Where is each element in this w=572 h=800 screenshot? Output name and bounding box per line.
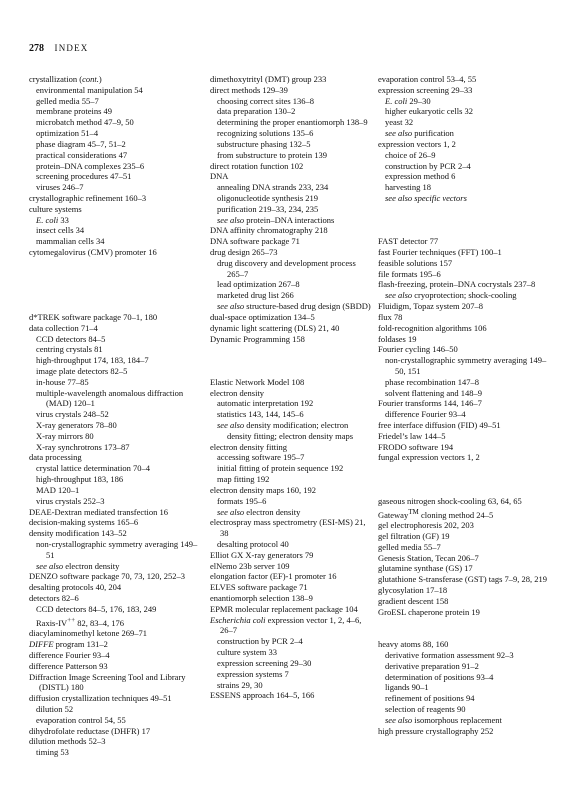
index-subentry: non-crystallographic symmetry averaging 149–51: [36, 538, 198, 560]
index-subentry: timing 53: [36, 747, 69, 758]
index-subentry: virus crystals 248–52: [36, 409, 109, 420]
index-entry: FRODO software 194: [378, 441, 454, 452]
index-entry: expression screening 29–33: [378, 84, 473, 95]
index-entry: DENZO software package 70, 73, 120, 252–3: [29, 571, 186, 582]
section-gap: [378, 485, 548, 496]
index-entry: direct methods 129–39: [210, 84, 288, 95]
index-entry: feasible solutions 157: [378, 257, 453, 268]
index-subentry: see also electron density: [36, 560, 120, 571]
index-entry: direct rotation function 102: [210, 160, 304, 171]
index-subentry: determining the proper enantiomorph 138–9: [217, 117, 368, 128]
index-entry: fungal expression vectors 1, 2: [378, 452, 480, 463]
index-subentry: evaporation control 54, 55: [36, 714, 126, 725]
index-subentry: X-ray generators 78–80: [36, 420, 117, 430]
index-entry: detectors 82–6: [29, 593, 79, 603]
index-subentry: data preparation 130–2: [217, 106, 296, 117]
section-gap: [378, 474, 548, 485]
index-entry: ESSENS approach 164–5, 166: [210, 690, 315, 701]
index-entry: decision-making systems 165–6: [29, 517, 139, 528]
index-entry: ELVES software package 71: [210, 582, 308, 593]
index-entry: DIFFE program 131–2: [29, 639, 108, 650]
index-entry: fold-recognition algorithms 106: [378, 322, 487, 333]
index-subentry: optimization 51–4: [36, 128, 99, 139]
section-gap: [29, 269, 204, 280]
index-entry: data processing: [29, 452, 82, 463]
index-subentry: determination of positions 93–4: [385, 671, 494, 682]
index-entry: glutamine synthase (GS) 17: [378, 563, 473, 574]
index-entry: cytomegalovirus (CMV) promoter 16: [29, 247, 157, 257]
running-title: INDEX: [54, 43, 89, 53]
index-entry: Elastic Network Model 108: [210, 376, 305, 387]
index-entry: fast Fourier techniques (FFT) 100–1: [378, 247, 502, 257]
index-entry: gelled media 55–7: [378, 541, 441, 552]
index-entry: gel electrophoresis 202, 203: [378, 520, 474, 531]
index-entry: evaporation control 53–4, 55: [378, 74, 477, 84]
section-gap: [29, 290, 204, 301]
index-entry: DEAE-Dextran mediated transfection 16: [29, 506, 169, 517]
index-subentry: construction by PCR 2–4: [217, 636, 303, 647]
index-subentry: membrane proteins 49: [36, 106, 113, 117]
index-entry: crystallization (cont.): [29, 74, 102, 84]
index-subentry: lead optimization 267–8: [217, 279, 300, 290]
section-gap: [378, 215, 548, 226]
index-entry: diffusion crystallization techniques 49–51: [29, 693, 172, 704]
index-subentry: practical considerations 47: [36, 149, 128, 160]
index-column-2: [210, 74, 373, 701]
index-subentry: purification 219–33, 234, 235: [217, 203, 319, 214]
index-subentry: see also cryoprotection; shock-cooling: [385, 290, 517, 301]
index-subentry: mammalian cells 34: [36, 236, 105, 247]
index-entry: data collection 71–4: [29, 322, 98, 333]
section-gap: [378, 204, 548, 215]
index-entry: glycosylation 17–18: [378, 585, 448, 596]
index-subentry: see also specific vectors: [385, 192, 467, 203]
section-gap: [210, 355, 373, 366]
index-subentry: phase recombination 147–8: [385, 376, 479, 387]
index-entry: DNA software package 71: [210, 236, 300, 247]
index-entry: glutathione S-transferase (GST) tags 7–9, 28, 219: [378, 574, 548, 585]
index-subentry: MAD 120–1: [36, 484, 80, 495]
index-subentry: see also isomorphous replacement: [385, 714, 502, 725]
section-gap: [210, 366, 373, 377]
index-subentry: selection of reagents 90: [385, 703, 466, 714]
index-subentry: dilution 52: [36, 703, 74, 714]
index-entry: EPMR molecular replacement package 104: [210, 603, 358, 614]
index-subentry: microbatch method 47–9, 50: [36, 117, 134, 128]
index-entry: electrospray mass spectrometry (ESI-MS) 21, 38: [210, 517, 366, 539]
index-entry: Friedel’s law 144–5: [378, 430, 446, 441]
index-subentry: phase diagram 45–7, 51–2: [36, 138, 126, 149]
index-subentry: expression screening 29–30: [217, 657, 312, 668]
index-subentry: recognizing solutions 135–6: [217, 128, 314, 139]
index-entry: elNemo 23b server 109: [210, 560, 290, 571]
index-entry: gel filtration (GF) 19: [378, 530, 450, 541]
index-subentry: see also density modification; electron density fitting; electron density maps: [217, 420, 354, 441]
index-entry: Fourier cycling 146–50: [378, 344, 458, 355]
index-entry: foldases 19: [378, 333, 417, 344]
index-entry: dihydrofolate reductase (DHFR) 17: [29, 725, 151, 736]
index-entry: gradient descent 158: [378, 595, 449, 606]
index-subentry: insect cells 34: [36, 225, 85, 236]
index-entry: d*TREK software package 70–1, 180: [29, 311, 158, 322]
index-subentry: refinement of positions 94: [385, 693, 475, 704]
index-subentry: CCD detectors 84–5, 176, 183, 249: [36, 603, 157, 614]
section-gap: [29, 279, 204, 290]
index-subentry: virus crystals 252–3: [36, 495, 105, 506]
section-gap: [378, 225, 548, 236]
index-subentry: see also purification: [385, 128, 454, 139]
index-entry: difference Patterson 93: [29, 660, 108, 671]
index-subentry: statistics 143, 144, 145–6: [217, 409, 304, 420]
index-entry: Escherichia coli expression vector 1, 2, 4–6, 26–7: [210, 614, 362, 636]
index-subentry: viruses 246–7: [36, 182, 84, 193]
index-entry: elongation factor (EF)-1 promoter 16: [210, 571, 337, 582]
index-subentry: high-throughput 174, 183, 184–7: [36, 355, 149, 366]
index-entry: DNA: [210, 171, 229, 182]
index-subentry: screening procedures 47–51: [36, 171, 132, 182]
index-subentry: X-ray synchrotrons 173–87: [36, 441, 130, 452]
index-entry: file formats 195–6: [378, 268, 441, 279]
index-subentry: high-throughput 183, 186: [36, 474, 124, 485]
index-subentry: from substructure to protein 139: [217, 149, 328, 160]
index-subentry: initial fitting of protein sequence 192: [217, 463, 344, 474]
index-subentry: formats 195–6: [217, 495, 267, 506]
index-entry: crystallographic refinement 160–3: [29, 192, 147, 203]
index-column-1: [29, 74, 204, 758]
running-header: [29, 41, 89, 55]
index-subentry: gelled media 55–7: [36, 95, 99, 106]
index-entry: electron density maps 160, 192: [210, 484, 316, 495]
index-subentry: higher eukaryotic cells 32: [385, 106, 474, 117]
index-subentry: choice of 26–9: [385, 149, 436, 160]
index-subentry: environmental manipulation 54: [36, 84, 143, 95]
index-subentry: in-house 77–85: [36, 376, 89, 387]
index-entry: Fourier transforms 144, 146–7: [378, 398, 482, 409]
index-subentry: CCD detectors 84–5: [36, 333, 106, 344]
index-entry: electron density fitting: [210, 441, 287, 452]
index-subentry: marketed drug list 266: [217, 290, 294, 301]
index-subentry: derivative preparation 91–2: [385, 660, 479, 671]
index-subentry: accessing software 195–7: [217, 452, 305, 463]
index-subentry: desalting protocol 40: [217, 538, 289, 549]
index-subentry: centring crystals 81: [36, 344, 103, 355]
index-entry: culture systems: [29, 203, 82, 214]
section-gap: [29, 258, 204, 269]
index-entry: GroESL chaperone protein 19: [378, 606, 480, 617]
index-entry: flux 78: [378, 311, 403, 322]
index-entry: electron density: [210, 387, 265, 398]
index-subentry: drug discovery and development process 265–7: [217, 257, 356, 279]
index-subentry: see also electron density: [217, 506, 301, 517]
section-gap: [378, 628, 548, 639]
index-entry: dynamic light scattering (DLS) 21, 40: [210, 322, 340, 333]
index-subentry: expression systems 7: [217, 668, 289, 679]
index-subentry: multiple-wavelength anomalous diffraction (MAD) 120–1: [36, 387, 184, 409]
index-entry: diacylaminomethyl ketone 269–71: [29, 628, 148, 639]
index-subentry: map fitting 192: [217, 474, 270, 485]
index-entry: DNA affinity chromatography 218: [210, 225, 328, 236]
index-entry: Diffraction Image Screening Tool and Library (DISTL) 180: [29, 671, 186, 693]
index-subentry: choosing correct sites 136–8: [217, 95, 315, 106]
index-subentry: see also structure-based drug design (SBDD): [217, 301, 371, 312]
index-entry: expression vectors 1, 2: [378, 138, 456, 149]
index-subentry: yeast 32: [385, 117, 414, 128]
index-entry: Fluidigm, Topaz system 207–8: [378, 301, 484, 312]
index-entry: gaseous nitrogen shock-cooling 63, 64, 65: [378, 495, 522, 506]
index-subentry: solvent flattening and 148–9: [385, 387, 483, 398]
index-entry: desalting protocols 40, 204: [29, 582, 122, 593]
index-subentry: E. coli 29–30: [385, 95, 431, 106]
index-entry: difference Fourier 93–4: [29, 649, 110, 660]
index-column-3: [378, 74, 548, 736]
index-entry: high pressure crystallography 252: [378, 725, 494, 736]
index-subentry: crystal lattice determination 70–4: [36, 463, 151, 474]
index-entry: free interface diffusion (FID) 49–51: [378, 420, 501, 430]
page-number: 278: [29, 43, 44, 54]
index-subentry: expression method 6: [385, 171, 456, 182]
index-entry: Elliot GX X-ray generators 79: [210, 549, 314, 560]
index-subentry: derivative formation assessment 92–3: [385, 649, 514, 660]
index-subentry: annealing DNA strands 233, 234: [217, 182, 329, 193]
index-entry: dimethoxytrityl (DMT) group 233: [210, 74, 327, 84]
index-entry: dilution methods 52–3: [29, 736, 106, 747]
index-entry: heavy atoms 88, 160: [378, 639, 449, 650]
index-entry: Dynamic Programming 158: [210, 333, 305, 344]
index-subentry: image plate detectors 82–5: [36, 365, 128, 376]
index-subentry: E. coli 33: [36, 214, 69, 225]
index-subentry: oligonucleotide synthesis 219: [217, 192, 319, 203]
index-entry: enantiomorph selection 138–9: [210, 593, 313, 603]
index-entry: dual-space optimization 134–5: [210, 311, 315, 322]
index-entry: Genesis Station, Tecan 206–7: [378, 552, 479, 563]
section-gap: [29, 301, 204, 312]
section-gap: [210, 344, 373, 355]
index-entry: flash-freezing, protein–DNA cocrystals 237–8: [378, 279, 536, 290]
index-entry: Gateway™ cloning method 24–5: [378, 507, 494, 520]
section-gap: [378, 617, 548, 628]
index-subentry: substructure phasing 132–5: [217, 138, 311, 149]
index-subentry: strains 29, 30: [217, 679, 263, 690]
index-subentry: X-ray mirrors 80: [36, 430, 94, 441]
index-subentry: automatic interpretation 192: [217, 398, 314, 409]
index-subentry: culture system 33: [217, 647, 277, 658]
index-entry: density modification 143–52: [29, 528, 127, 539]
index-entry: FAST detector 77: [378, 236, 439, 247]
section-gap: [378, 463, 548, 474]
index-subentry: difference Fourier 93–4: [385, 409, 466, 420]
index-subentry: non-crystallographic symmetry averaging 149–50, 151: [385, 355, 547, 376]
index-subentry: protein–DNA complexes 235–6: [36, 160, 145, 171]
index-subentry: ligands 90–1: [385, 682, 429, 693]
index-subentry: see also protein–DNA interactions: [217, 214, 335, 225]
index-subentry: construction by PCR 2–4: [385, 160, 471, 171]
index-entry: drug design 265–73: [210, 247, 278, 257]
index-subentry: harvesting 18: [385, 182, 432, 193]
index-subentry: Raxis-IV++ 82, 83–4, 176: [36, 615, 125, 628]
